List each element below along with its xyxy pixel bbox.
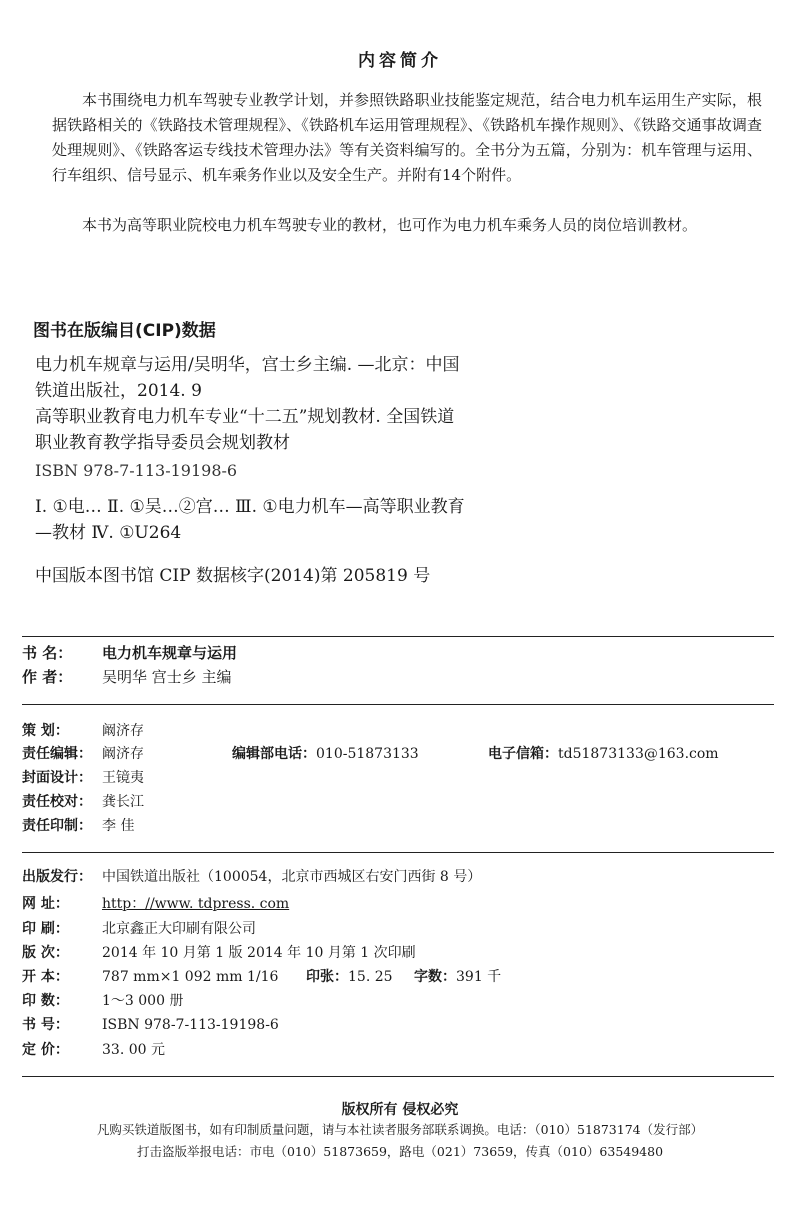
editor-value: 阚济存 bbox=[102, 746, 144, 762]
phone-label: 编辑部电话： bbox=[232, 746, 316, 762]
editor-row bbox=[22, 743, 144, 765]
edition-value: 2014 年 10 月第 1 版 2014 年 10 月第 1 次印刷 bbox=[102, 945, 416, 961]
publisher-value: 中国铁道出版社（100054，北京市西城区右安门西街 8 号） bbox=[102, 869, 482, 885]
sheets-value: 15. 25 bbox=[348, 969, 393, 985]
proof-row bbox=[22, 791, 144, 813]
phone-block bbox=[232, 743, 419, 765]
intro-paragraph-1: 本书围绕电力机车驾驶专业教学计划，并参照铁路职业技能鉴定规范，结合电力机车运用生产实际，根据铁路相关的《铁路技术管理规程》、《铁路机车运用管理规程》、《铁路机车操作规则》、《铁路交通事故调查处理规则》、《铁路客运专线技术管理办法》等有关资料编写的。全书分为五篇，分别为：机车管理与运用、行车组织、信号显示、机车乘务作业以及安全生产。并附有14个附件。 bbox=[52, 91, 762, 184]
format-value: 787 mm×1 092 mm 1/16 bbox=[102, 969, 279, 985]
isbn-row bbox=[22, 1014, 279, 1036]
price-label: 定 价： bbox=[22, 1042, 69, 1058]
planner-label: 策 划： bbox=[22, 723, 69, 739]
copies-row bbox=[22, 990, 183, 1012]
intro-paragraph-2: 本书为高等职业院校电力机车驾驶专业的教材，也可作为电力机车乘务人员的岗位培训教材。 bbox=[82, 216, 698, 234]
words-label: 字数： bbox=[414, 969, 456, 985]
email-block bbox=[488, 743, 719, 765]
copies-label: 印 数： bbox=[22, 993, 69, 1009]
publisher-label: 出版发行： bbox=[22, 869, 92, 885]
book-author-value: 吴明华 宫士乡 主编 bbox=[102, 668, 232, 686]
email-label: 电子信箱： bbox=[488, 746, 558, 762]
intro-title: 内容简介 bbox=[358, 51, 442, 71]
divider bbox=[22, 636, 774, 637]
book-title-row bbox=[22, 642, 237, 664]
copyright-title: 版权所有 侵权必究 bbox=[341, 1102, 459, 1118]
isbn-label: 书 号： bbox=[22, 1017, 69, 1033]
price-value: 33. 00 元 bbox=[102, 1042, 165, 1058]
divider bbox=[22, 1076, 774, 1077]
printer-row bbox=[22, 918, 256, 940]
phone-value: 010-51873133 bbox=[316, 746, 419, 762]
cip-paragraph-1: 电力机车规章与运用/吴明华，宫士乡主编. —北京：中国铁道出版社，2014. 9 bbox=[35, 355, 460, 401]
cip-isbn: ISBN 978-7-113-19198-6 bbox=[35, 461, 238, 480]
publisher-row bbox=[22, 866, 481, 888]
piracy-report-line: 打击盗版举报电话：市电（010）51873659，路电（021）73659，传真（010）63549480 bbox=[136, 1144, 664, 1159]
print-row bbox=[22, 815, 134, 837]
format-label: 开 本： bbox=[22, 969, 69, 985]
book-author-row bbox=[22, 666, 232, 688]
divider bbox=[22, 852, 774, 853]
cover-value: 王镜夷 bbox=[102, 770, 144, 786]
url-label: 网 址： bbox=[22, 896, 69, 912]
words-value: 391 千 bbox=[456, 969, 502, 985]
service-notice: 凡购买铁道版图书，如有印制质量问题，请与本社读者服务部联系调换。电话：（010）51873174（发行部） bbox=[96, 1122, 704, 1137]
words-block bbox=[414, 966, 501, 988]
sheets-block bbox=[306, 966, 393, 988]
editor-label: 责任编辑： bbox=[22, 746, 92, 762]
url-link[interactable]: http：//www. tdpress. com bbox=[102, 896, 290, 912]
book-title-label: 书 名： bbox=[22, 644, 73, 662]
copies-value: 1～3 000 册 bbox=[102, 993, 184, 1009]
book-author-label: 作 者： bbox=[22, 668, 73, 686]
print-value: 李 佳 bbox=[102, 818, 135, 834]
edition-label: 版 次： bbox=[22, 945, 69, 961]
format-row bbox=[22, 966, 278, 988]
printer-label: 印 刷： bbox=[22, 921, 69, 937]
proof-label: 责任校对： bbox=[22, 794, 92, 810]
cip-title: 图书在版编目(CIP)数据 bbox=[33, 321, 216, 341]
sheets-label: 印张： bbox=[306, 969, 348, 985]
edition-row bbox=[22, 942, 416, 964]
divider bbox=[22, 704, 774, 705]
cover-label: 封面设计： bbox=[22, 770, 92, 786]
cover-row bbox=[22, 767, 144, 789]
cip-classification: Ⅰ. ①电… Ⅱ. ①吴…②宫… Ⅲ. ①电力机车—高等职业教育—教材 Ⅳ. ①U264 bbox=[35, 497, 465, 543]
planner-value: 阚济存 bbox=[102, 723, 144, 739]
cip-paragraph-2: 高等职业教育电力机车专业“十二五”规划教材. 全国铁道职业教育教学指导委员会规划教材 bbox=[35, 407, 455, 453]
printer-value: 北京鑫正大印刷有限公司 bbox=[102, 921, 256, 937]
isbn-value: ISBN 978-7-113-19198-6 bbox=[102, 1017, 279, 1033]
print-label: 责任印制： bbox=[22, 818, 92, 834]
planner-row bbox=[22, 720, 144, 742]
url-row bbox=[22, 893, 289, 915]
price-row bbox=[22, 1039, 165, 1061]
email-value: td51873133@163.com bbox=[558, 746, 719, 762]
cip-verify-number: 中国版本图书馆 CIP 数据核字(2014)第 205819 号 bbox=[35, 566, 431, 586]
proof-value: 龚长江 bbox=[102, 794, 144, 810]
book-title-value: 电力机车规章与运用 bbox=[102, 644, 238, 662]
